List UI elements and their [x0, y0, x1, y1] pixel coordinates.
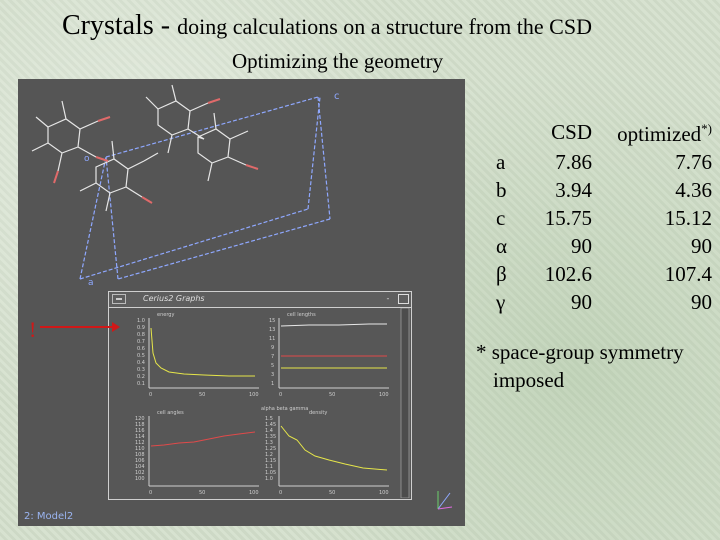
header-optimized: [592, 115, 712, 148]
table-row: [496, 232, 712, 260]
orientation-axes-icon: [438, 491, 452, 509]
p4-xtick-0: 0: [279, 490, 283, 496]
p1-xtick-2: 100: [249, 392, 259, 398]
header-optimized-label: optimized: [617, 122, 702, 146]
p2-xtick-1: 50: [329, 392, 336, 398]
density-series: [281, 426, 387, 470]
p4-ytick-2: 1.4: [265, 428, 273, 434]
axis-label-a: a: [88, 278, 94, 288]
p2-ytick-2: 11: [269, 336, 276, 342]
molecule-bonds: [32, 85, 248, 211]
panel-label-cell-lengths: cell lengths: [287, 312, 316, 318]
cell-length-c-series: [281, 324, 387, 326]
param-cell: β: [496, 262, 507, 286]
optimized-value: 4.36: [675, 178, 712, 202]
p1-ytick-8: 0.2: [137, 374, 145, 380]
energy-series: [151, 328, 255, 376]
graph-window[interactable]: [108, 291, 412, 500]
plot-panel-cell-lengths: [279, 318, 389, 388]
param-cell: γ: [496, 290, 506, 314]
graph-plots: [109, 308, 411, 498]
axis-label-c: c: [334, 91, 340, 102]
table-row: [496, 204, 712, 232]
csd-value: 7.86: [555, 150, 592, 174]
p2-xtick-0: 0: [279, 392, 283, 398]
optimized-value: 7.76: [675, 150, 712, 174]
header-footnote-mark: *): [701, 121, 712, 136]
molecule-viewer[interactable]: [18, 79, 465, 526]
p4-ytick-4: 1.3: [265, 440, 273, 446]
title-dash: -: [153, 10, 178, 41]
optimized-value: 107.4: [664, 262, 712, 286]
csd-value: 102.6: [544, 262, 592, 286]
optimized-value: 90: [691, 234, 712, 258]
header-csd: CSD: [551, 119, 592, 144]
p4-ytick-3: 1.35: [265, 434, 277, 440]
table-row: [496, 148, 712, 176]
footnote: [476, 338, 684, 394]
p1-ytick-9: 0.1: [137, 381, 145, 387]
p2-ytick-5: 5: [271, 363, 275, 369]
p4-ytick-6: 1.2: [265, 452, 273, 458]
graph-scrollbar[interactable]: [401, 308, 409, 498]
p2-ytick-6: 3: [271, 372, 275, 378]
table-row: [496, 176, 712, 204]
maximize-button[interactable]: [398, 294, 409, 304]
panel-label-density: density: [309, 410, 328, 416]
header-param: [496, 115, 520, 148]
pointer-exclamation: !: [29, 317, 37, 342]
p1-ytick-1: 0.9: [137, 325, 145, 331]
csd-value: 3.94: [555, 178, 592, 202]
p3-ytick-4: 112: [135, 440, 145, 446]
panel-label-cell-angles: cell angles: [157, 410, 184, 416]
p4-ytick-1: 1.45: [265, 422, 277, 428]
p3-xtick-1: 50: [199, 490, 206, 496]
footnote-line-1: * space-group symmetry: [476, 340, 684, 364]
p3-ytick-9: 102: [135, 470, 145, 476]
param-cell: α: [496, 234, 508, 258]
p3-ytick-1: 118: [135, 422, 145, 428]
p3-ytick-3: 114: [135, 434, 145, 440]
footnote-line-2: imposed: [493, 368, 565, 392]
p4-ytick-0: 1.5: [265, 416, 273, 422]
p2-ytick-3: 9: [271, 345, 275, 351]
minimize-button[interactable]: -: [386, 294, 390, 303]
table-header-row: [496, 115, 712, 148]
csd-value: 15.75: [544, 206, 592, 230]
csd-value: 90: [571, 234, 592, 258]
axis-label-o: o: [84, 154, 90, 164]
p3-xtick-0: 0: [149, 490, 153, 496]
p4-ytick-8: 1.1: [265, 464, 273, 470]
param-cell: a: [496, 150, 506, 174]
viewer-status-label: 2: Model2: [24, 511, 74, 522]
p3-ytick-6: 108: [135, 452, 145, 458]
p2-xtick-2: 100: [379, 392, 389, 398]
table-row: [496, 260, 712, 288]
slide-title: [62, 10, 592, 42]
p1-ytick-3: 0.7: [137, 339, 145, 345]
p4-xtick-2: 100: [379, 490, 389, 496]
param-cell: c: [496, 206, 506, 230]
title-main: Crystals: [62, 10, 154, 41]
panel-label-energy: energy: [157, 312, 175, 318]
p2-ytick-7: 1: [271, 381, 275, 387]
p3-ytick-10: 100: [135, 476, 145, 482]
window-menu-button[interactable]: [112, 294, 126, 304]
p3-ytick-0: 120: [135, 416, 145, 422]
p3-ytick-5: 110: [135, 446, 145, 452]
red-arrow-icon: [38, 320, 120, 334]
p4-ytick-7: 1.15: [265, 458, 277, 464]
p1-ytick-7: 0.3: [137, 367, 145, 373]
plot-panel-cell-angles: [149, 416, 259, 486]
unit-cell-edges: [80, 97, 330, 279]
plot-panel-energy: [149, 318, 259, 388]
graph-window-titlebar[interactable]: [109, 292, 411, 308]
p2-ytick-0: 15: [269, 318, 276, 324]
optimized-value: 15.12: [664, 206, 712, 230]
p1-ytick-6: 0.4: [137, 360, 145, 366]
p3-xtick-2: 100: [249, 490, 259, 496]
p4-xtick-1: 50: [329, 490, 336, 496]
p1-ytick-0: 1.0: [137, 318, 145, 324]
p1-xtick-0: 0: [149, 392, 153, 398]
p3-ytick-2: 116: [135, 428, 145, 434]
plot-panel-density: [279, 416, 389, 486]
csd-value: 90: [571, 290, 592, 314]
p3-ytick-8: 104: [135, 464, 145, 470]
graph-window-title: Cerius2 Graphs: [143, 294, 205, 303]
p2-ytick-4: 7: [271, 354, 275, 360]
p1-ytick-4: 0.6: [137, 346, 145, 352]
p1-xtick-1: 50: [199, 392, 206, 398]
table-row: [496, 288, 712, 316]
optimized-value: 90: [691, 290, 712, 314]
panel-legend: alpha beta gamma: [261, 406, 309, 412]
lattice-parameter-table: [496, 115, 712, 316]
title-rest: doing calculations on a structure from the CSD: [177, 14, 592, 39]
cell-angle-beta-series: [151, 432, 255, 446]
p1-ytick-5: 0.5: [137, 353, 145, 359]
p2-ytick-1: 13: [269, 327, 276, 333]
p1-ytick-2: 0.8: [137, 332, 145, 338]
p3-ytick-7: 106: [135, 458, 145, 464]
p4-ytick-9: 1.05: [265, 470, 277, 476]
slide-subtitle: Optimizing the geometry: [232, 49, 444, 73]
p4-ytick-5: 1.25: [265, 446, 277, 452]
param-cell: b: [496, 178, 507, 202]
p4-ytick-10: 1.0: [265, 476, 273, 482]
